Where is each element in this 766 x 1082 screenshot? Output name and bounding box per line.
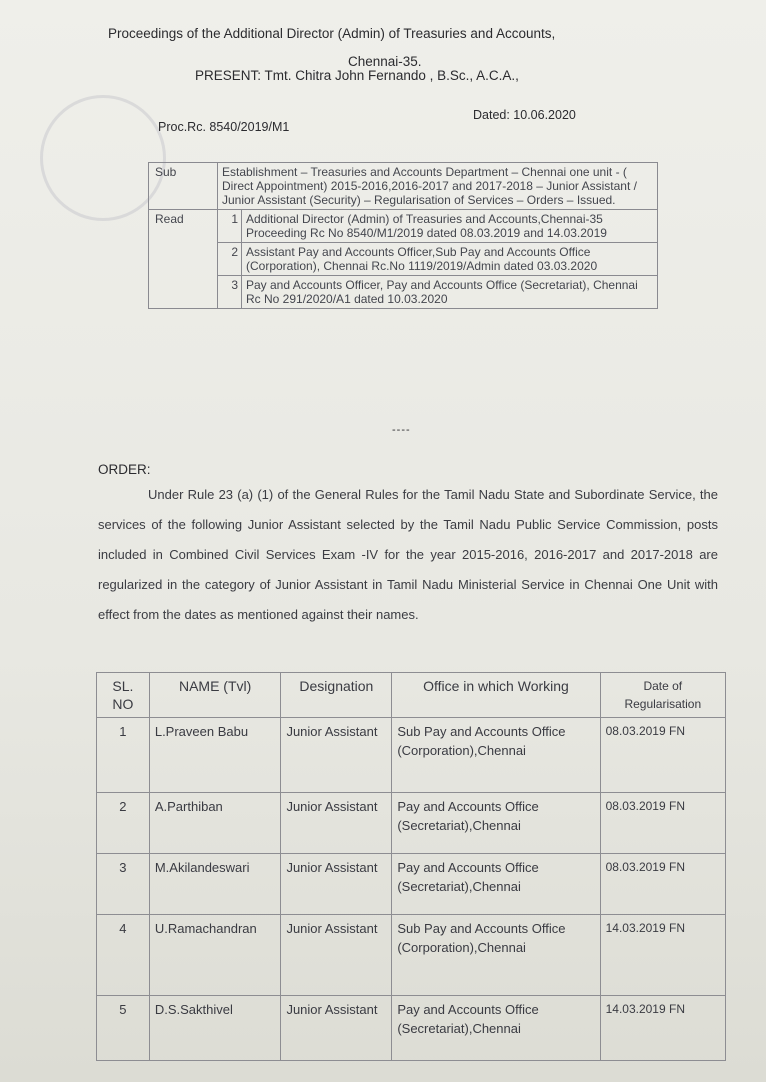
table-row	[97, 915, 726, 996]
cell-office: Pay and Accounts Office (Secretariat),Chennai	[392, 996, 600, 1061]
cell-name: L.Praveen Babu	[149, 718, 281, 793]
header-city-line: Chennai-35.	[348, 54, 422, 69]
read-row	[149, 243, 658, 276]
cell-office: Pay and Accounts Office (Secretariat),Chennai	[392, 854, 600, 915]
regularisation-table	[96, 672, 726, 1061]
read-item-text: Pay and Accounts Officer, Pay and Accounts Office (Secretariat), Chennai Rc No 291/2020/A1 dated 10.03.2020	[242, 276, 658, 309]
cell-designation: Junior Assistant	[281, 793, 392, 854]
header-date: Date of Regularisation	[600, 673, 725, 718]
read-item-number: 1	[218, 210, 242, 243]
cell-office: Sub Pay and Accounts Office (Corporation),Chennai	[392, 915, 600, 996]
cell-designation: Junior Assistant	[281, 996, 392, 1061]
subject-text: Establishment – Treasuries and Accounts Department – Chennai one unit - ( Direct Appointment) 2015-2016,2016-2017 and 2017-2018 – Junior Assistant / Junior Assistant (Security) – Regularisation of Services – Orders – Issued.	[218, 163, 658, 210]
cell-date: 08.03.2019 FN	[600, 854, 725, 915]
cell-sl: 2	[97, 793, 150, 854]
subject-reference-table	[148, 162, 658, 309]
separator: ----	[392, 424, 411, 436]
cell-sl: 1	[97, 718, 150, 793]
read-row	[149, 210, 658, 243]
table-row	[97, 718, 726, 793]
cell-name: D.S.Sakthivel	[149, 996, 281, 1061]
cell-date: 08.03.2019 FN	[600, 718, 725, 793]
cell-name: M.Akilandeswari	[149, 854, 281, 915]
order-heading: ORDER:	[98, 462, 151, 477]
read-item-text: Additional Director (Admin) of Treasuries and Accounts,Chennai-35 Proceeding Rc No 8540/M1/2019 dated 08.03.2019 and 14.03.2019	[242, 210, 658, 243]
read-label: Read	[149, 210, 218, 309]
header-name: NAME (Tvl)	[149, 673, 281, 718]
cell-designation: Junior Assistant	[281, 854, 392, 915]
cell-sl: 5	[97, 996, 150, 1061]
table-row	[97, 854, 726, 915]
proc-reference: Proc.Rc. 8540/2019/M1	[158, 120, 290, 134]
table-row	[97, 793, 726, 854]
cell-sl: 4	[97, 915, 150, 996]
header-title-line: Proceedings of the Additional Director (Admin) of Treasuries and Accounts,	[108, 26, 556, 41]
order-paragraph: Under Rule 23 (a) (1) of the General Rules for the Tamil Nadu State and Subordinate Service, the services of the following Junior Assistant selected by the Tamil Nadu Public Service Commission, posts included in Combined Civil Services Exam -IV for the year 2015-2016, 2016-2017 and 2017-2018 are regularized in the category of Junior Assistant in Tamil Nadu Ministerial Service in Chennai One Unit with effect from the dates as mentioned against their names.	[98, 487, 718, 622]
cell-date: 08.03.2019 FN	[600, 793, 725, 854]
cell-designation: Junior Assistant	[281, 915, 392, 996]
cell-office: Pay and Accounts Office (Secretariat),Chennai	[392, 793, 600, 854]
proc-date: Dated: 10.06.2020	[473, 108, 576, 122]
cell-date: 14.03.2019 FN	[600, 915, 725, 996]
header-sl-no: SL. NO	[97, 673, 150, 718]
cell-sl: 3	[97, 854, 150, 915]
cell-date: 14.03.2019 FN	[600, 996, 725, 1061]
read-item-number: 2	[218, 243, 242, 276]
subject-row	[149, 163, 658, 210]
read-item-number: 3	[218, 276, 242, 309]
read-item-text: Assistant Pay and Accounts Officer,Sub Pay and Accounts Office (Corporation), Chennai Rc.No 1119/2019/Admin dated 03.03.2020	[242, 243, 658, 276]
cell-name: A.Parthiban	[149, 793, 281, 854]
header-designation: Designation	[281, 673, 392, 718]
subject-label: Sub	[149, 163, 218, 210]
read-row	[149, 276, 658, 309]
cell-designation: Junior Assistant	[281, 718, 392, 793]
header-office: Office in which Working	[392, 673, 600, 718]
cell-name: U.Ramachandran	[149, 915, 281, 996]
table-row	[97, 996, 726, 1061]
cell-office: Sub Pay and Accounts Office (Corporation),Chennai	[392, 718, 600, 793]
table-header-row	[97, 673, 726, 718]
header-present-line: PRESENT: Tmt. Chitra John Fernando , B.Sc., A.C.A.,	[195, 68, 519, 83]
